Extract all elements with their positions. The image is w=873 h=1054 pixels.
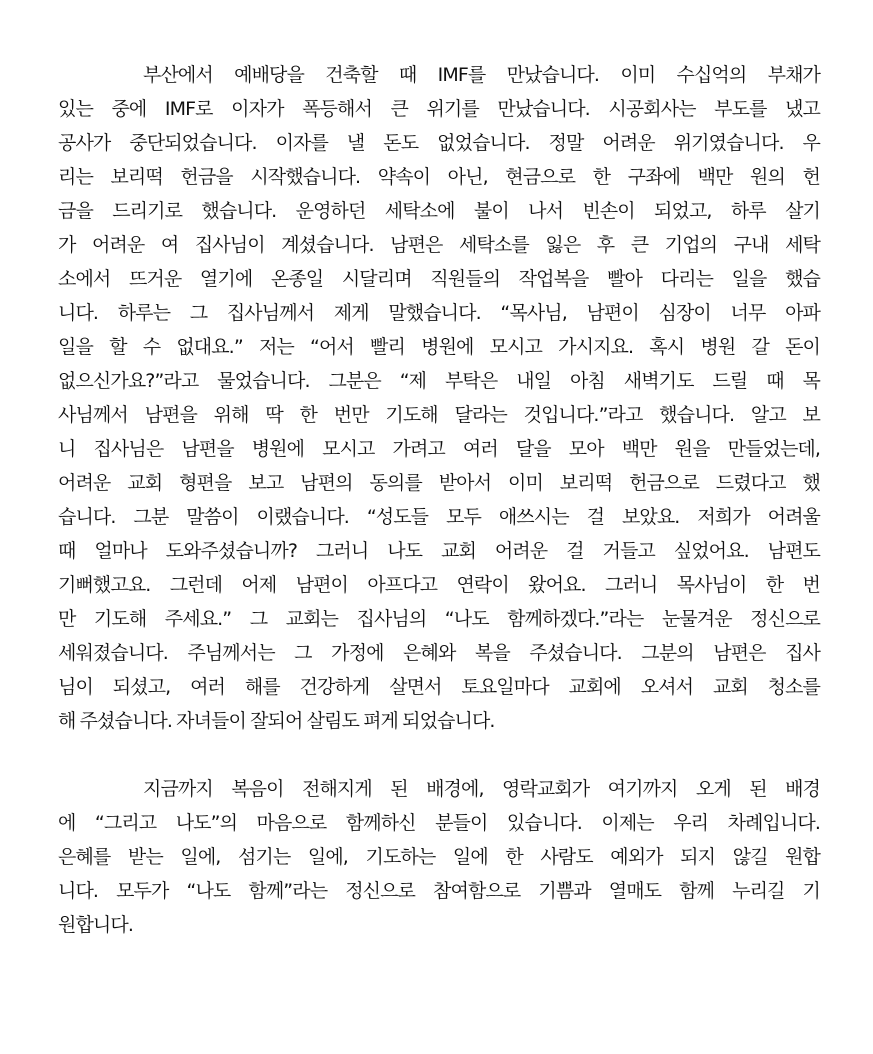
text-line: 세워졌습니다. 주님께서는 그 가정에 은혜와 복을 주셨습니다. 그분의 남편은 집사 — [58, 642, 820, 664]
text-line: 해 주셨습니다. 자녀들이 잘되어 살림도 펴게 되었습니다. — [58, 710, 495, 732]
text-line: 때 얼마나 도와주셨습니까? 그러니 나도 교회 어려운 걸 거들고 싶었어요. 남편도 — [58, 540, 820, 562]
text-line: 만 기도해 주세요.” 그 교회는 집사님의 “나도 함께하겠다.”라는 눈물겨운 정신으로 — [58, 608, 820, 630]
text-line: 에 “그리고 나도”의 마음으로 함께하신 분들이 있습니다. 이제는 우리 차례입니다. — [58, 812, 820, 834]
text-line: 습니다. 그분 말씀이 이랬습니다. “성도들 모두 애쓰시는 걸 보았요. 저희가 어려울 — [58, 506, 820, 528]
text-line: 사님께서 남편을 위해 딱 한 번만 기도해 달라는 것입니다.”라고 했습니다. 알고 보 — [58, 404, 820, 426]
paragraph-spacer — [58, 738, 820, 772]
text-line: 기뻐했고요. 그런데 어제 남편이 아프다고 연락이 왔어요. 그러니 목사님이 한 번 — [58, 574, 820, 596]
text-line: 니다. 하루는 그 집사님께서 제게 말했습니다. “목사님, 남편이 심장이 너무 아파 — [58, 302, 820, 324]
text-line: 가 어려운 여 집사님이 계셨습니다. 남편은 세탁소를 잃은 후 큰 기업의 구내 세탁 — [58, 234, 820, 256]
text-line: 일을 할 수 없대요.” 저는 “어서 빨리 병원에 모시고 가시지요. 혹시 병원 갈 돈이 — [58, 336, 820, 358]
text-line: 님이 되셨고, 여러 해를 건강하게 살면서 토요일마다 교회에 오셔서 교회 청소를 — [58, 676, 820, 698]
text-line: 없으신가요?”라고 물었습니다. 그분은 “제 부탁은 내일 아침 새벽기도 드릴 때 목 — [58, 370, 820, 392]
text-line: 니 집사님은 남편을 병원에 모시고 가려고 여러 달을 모아 백만 원을 만들었는데, — [58, 438, 820, 460]
text-line: 금을 드리기로 했습니다. 운영하던 세탁소에 불이 나서 빈손이 되었고, 하루 살기 — [58, 200, 820, 222]
document-page — [58, 58, 820, 942]
text-line: 어려운 교회 형편을 보고 남편의 동의를 받아서 이미 보리떡 헌금으로 드렸다고 했 — [58, 472, 820, 494]
paragraph-2 — [58, 772, 820, 942]
text-line: 부산에서 예배당을 건축할 때 IMF를 만났습니다. 이미 수십억의 부채가 — [143, 64, 820, 86]
text-line: 은혜를 받는 일에, 섬기는 일에, 기도하는 일에 한 사람도 예외가 되지 않길 원합 — [58, 846, 820, 868]
text-line: 공사가 중단되었습니다. 이자를 낼 돈도 없었습니다. 정말 어려운 위기였습니다. 우 — [58, 132, 820, 154]
text-line: 있는 중에 IMF로 이자가 폭등해서 큰 위기를 만났습니다. 시공회사는 부도를 냈고 — [58, 98, 820, 120]
text-line: 지금까지 복음이 전해지게 된 배경에, 영락교회가 여기까지 오게 된 배경 — [143, 778, 820, 800]
text-line: 소에서 뜨거운 열기에 온종일 시달리며 직원들의 작업복을 빨아 다리는 일을 했습 — [58, 268, 820, 290]
text-line: 원합니다. — [58, 914, 133, 936]
text-line: 니다. 모두가 “나도 함께”라는 정신으로 참여함으로 기쁨과 열매도 함께 누리길 기 — [58, 880, 820, 902]
paragraph-1 — [58, 58, 820, 738]
text-line: 리는 보리떡 헌금을 시작했습니다. 약속이 아닌, 현금으로 한 구좌에 백만 원의 헌 — [58, 166, 820, 188]
